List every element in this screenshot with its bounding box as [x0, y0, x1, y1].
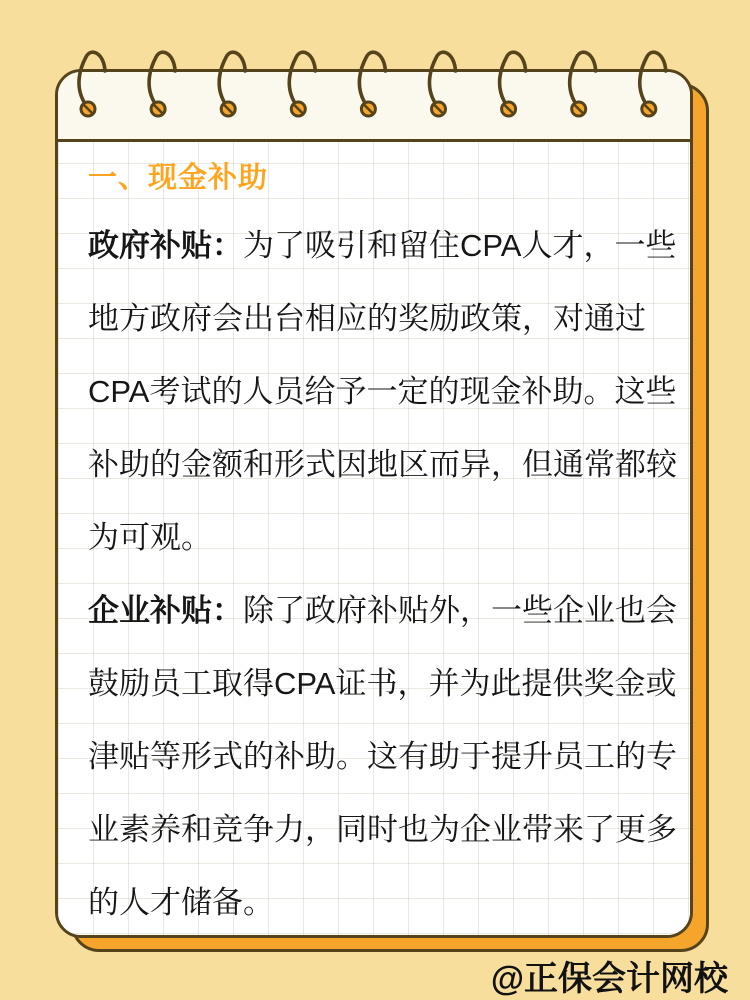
line-text: 的人才储备。 [88, 885, 274, 920]
text-line [88, 574, 677, 647]
text-line [88, 209, 677, 282]
text-line [88, 428, 677, 501]
notepad-body [58, 142, 690, 935]
section-title: 一、现金补助 [88, 162, 269, 194]
text-line [88, 282, 674, 355]
text-line [88, 866, 674, 938]
text-line [88, 647, 677, 720]
note-text-block [88, 209, 677, 938]
notepad-header [58, 72, 690, 142]
line-text: 鼓励员工取得CPA证书，并为此提供奖金或 [88, 666, 677, 701]
text-line [88, 720, 677, 793]
line-text: CPA考试的人员给予一定的现金补助。这些 [88, 374, 677, 409]
line-text: 为了吸引和留住CPA人才，一些 [243, 228, 677, 263]
lead-label: 政府补贴： [88, 228, 243, 263]
line-text: 业素养和竞争力，同时也为企业带来了更多 [88, 812, 677, 847]
line-text: 地方政府会出台相应的奖励政策，对通过 [88, 301, 646, 336]
notepad-card [55, 69, 693, 938]
lead-label: 企业补贴： [88, 593, 243, 628]
text-line [88, 793, 677, 866]
line-text: 除了政府补贴外，一些企业也会 [243, 593, 677, 628]
watermark: @正保会计网校 [490, 960, 728, 998]
text-line [88, 501, 674, 574]
line-text: 补助的金额和形式因地区而异，但通常都较 [88, 447, 677, 482]
line-text: 津贴等形式的补助。这有助于提升员工的专 [88, 739, 677, 774]
text-line [88, 355, 677, 428]
line-text: 为可观。 [88, 520, 212, 555]
